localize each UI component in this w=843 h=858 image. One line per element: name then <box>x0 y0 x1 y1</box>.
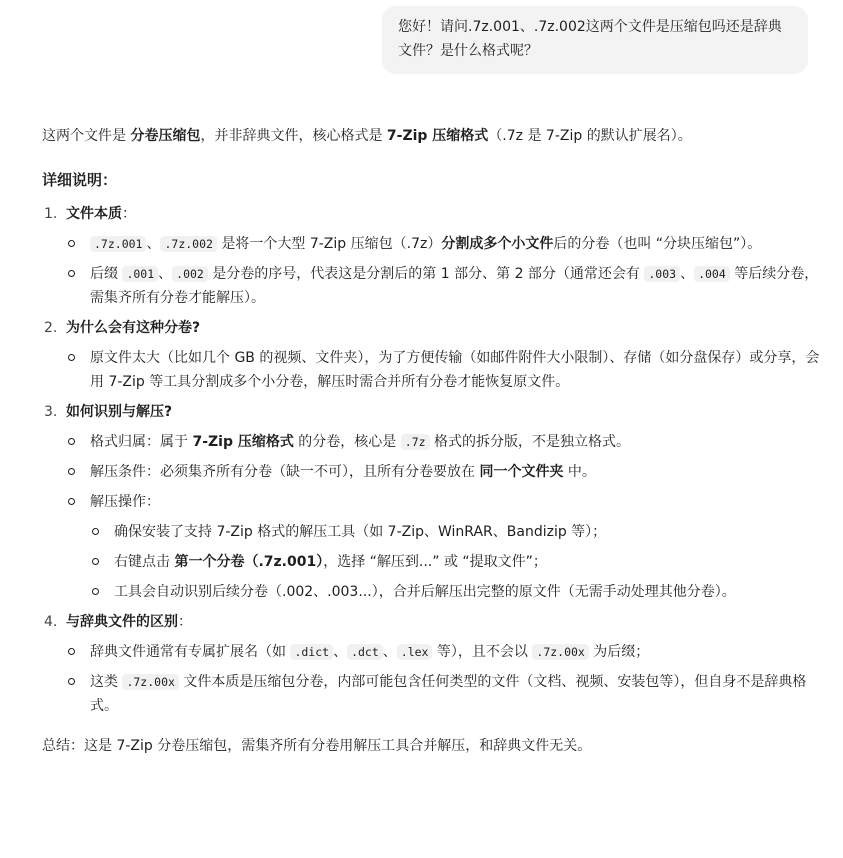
details-list <box>42 202 832 718</box>
intro-text: ，并非辞典文件，核心格式是 <box>200 128 387 144</box>
bold-text: 7-Zip 压缩格式 <box>192 434 294 450</box>
sub-list <box>66 640 832 718</box>
list-item <box>42 202 832 310</box>
sub-list-item <box>66 490 832 604</box>
list-item-title: 与辞典文件的区别 <box>66 614 178 630</box>
sub-list-item <box>66 232 832 256</box>
list-item-title: 为什么会有这种分卷? <box>66 320 201 336</box>
bold-text: 同一个文件夹 <box>479 464 564 480</box>
nested-list-item: 确保安装了支持 7-Zip 格式的解压工具（如 7-Zip、WinRAR、Bandizip 等）； <box>90 520 832 544</box>
text: 的分卷，核心是 <box>293 434 401 450</box>
inline-code: .7z.002 <box>160 236 216 252</box>
sub-list <box>66 430 832 604</box>
text: 文件本质是压缩包分卷，内部可能包含任何类型的文件（文档、视频、安装包等），但自身不是辞典格式。 <box>90 674 807 714</box>
inline-code: .7z.00x <box>532 644 588 660</box>
text: 等），且不会以 <box>432 644 533 660</box>
text: 、 <box>333 644 348 660</box>
list-item <box>42 610 832 718</box>
sub-list <box>66 232 832 310</box>
bold-text: 分割成多个小文件 <box>441 236 554 252</box>
text: 、 <box>382 644 397 660</box>
text: 、 <box>680 266 695 282</box>
text: 格式归属：属于 <box>90 434 193 450</box>
list-item <box>42 316 832 394</box>
inline-code: .lex <box>397 644 433 660</box>
text: 是将一个大型 7-Zip 压缩包（.7z） <box>216 236 442 252</box>
text: ，选择 “解压到...” 或 “提取文件”； <box>323 554 547 570</box>
user-message-bubble <box>382 6 808 74</box>
intro-bold: 7-Zip 压缩格式 <box>386 128 489 144</box>
nested-list-item <box>90 550 832 574</box>
list-number: 4. <box>44 614 58 630</box>
intro-bold: 分卷压缩包 <box>130 128 201 144</box>
text: 后缀 <box>90 266 123 282</box>
text: 辞典文件通常有专属扩展名（如 <box>90 644 291 660</box>
text: 等后续分卷，需集齐所有分卷才能解压）。 <box>90 266 819 306</box>
text: 后的分卷（也叫 “分块压缩包”）。 <box>553 236 762 252</box>
nested-list-item: 工具会自动识别后续分卷（.002、.003...），合并后解压出完整的原文件（无需手动处理其他分卷）。 <box>90 580 832 604</box>
assistant-answer <box>42 124 832 772</box>
sub-list-item <box>66 670 832 718</box>
sub-list-item <box>66 460 832 484</box>
text: 是分卷的序号，代表这是分割后的第 1 部分、第 2 部分（通常还会有 <box>207 266 645 282</box>
details-heading: 详细说明： <box>42 171 118 189</box>
answer-intro <box>42 124 832 148</box>
inline-code: .004 <box>694 266 730 282</box>
list-item-title: 文件本质 <box>66 206 122 222</box>
sub-list <box>66 346 832 394</box>
sub-list-item <box>66 262 832 310</box>
intro-text: （.7z 是 7-Zip 的默认扩展名）。 <box>488 128 692 144</box>
inline-code: .dct <box>347 644 383 660</box>
sub-list-item: 原文件太大（比如几个 GB 的视频、文件夹），为了方便传输（如邮件附件大小限制）、存储（如分盘保存）或分享，会用 7-Zip 等工具分割成多个小分卷，解压时需合并所有分卷才能恢复原文件。 <box>66 346 832 394</box>
nested-sub-list <box>90 520 832 604</box>
inline-code: .7z <box>401 434 430 450</box>
list-item-colon: ： <box>178 614 192 630</box>
answer-summary: 总结：这是 7-Zip 分卷压缩包，需集齐所有分卷用解压工具合并解压，和辞典文件无关。 <box>42 738 592 754</box>
inline-code: .7z.001 <box>90 236 146 252</box>
list-number: 2. <box>44 320 58 336</box>
list-item-title: 如何识别与解压? <box>66 404 173 420</box>
list-item <box>42 400 832 604</box>
text: 格式的拆分版，不是独立格式。 <box>429 434 630 450</box>
text: 中。 <box>563 464 596 480</box>
text: 、 <box>146 236 161 252</box>
text: 右键点击 <box>114 554 175 570</box>
list-item-colon: ： <box>122 206 136 222</box>
text: 这类 <box>90 674 123 690</box>
inline-code: .7z.00x <box>122 674 178 690</box>
inline-code: .001 <box>122 266 158 282</box>
inline-code: .003 <box>644 266 680 282</box>
text: 为后缀； <box>588 644 650 660</box>
list-number: 3. <box>44 404 58 420</box>
sub-list-item <box>66 640 832 664</box>
text: 、 <box>158 266 173 282</box>
bold-text: 第一个分卷（.7z.001） <box>174 554 324 570</box>
user-message-text: 您好！请问.7z.001、.7z.002这两个文件是压缩包吗还是辞典文件？是什么格式呢？ <box>398 19 782 59</box>
intro-text: 这两个文件是 <box>42 128 131 144</box>
list-number: 1. <box>44 206 58 222</box>
text: 解压条件：必须集齐所有分卷（缺一不可），且所有分卷要放在 <box>90 464 480 480</box>
inline-code: .dict <box>290 644 333 660</box>
sub-list-item <box>66 430 832 454</box>
text: 解压操作： <box>90 494 160 510</box>
inline-code: .002 <box>172 266 208 282</box>
